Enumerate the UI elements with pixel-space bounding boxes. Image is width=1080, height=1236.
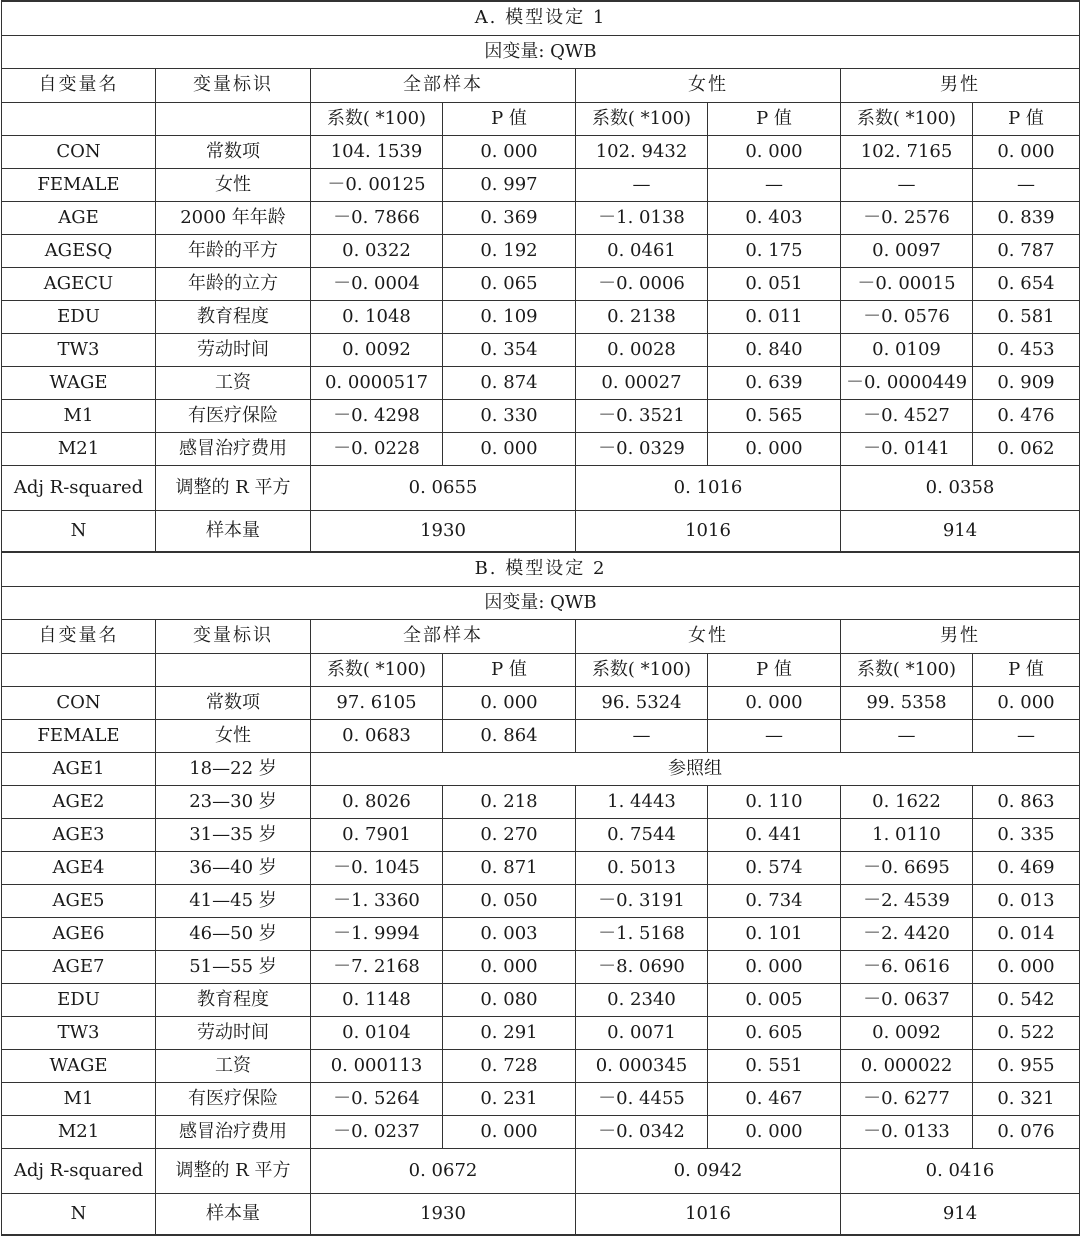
- table-row: [2, 818, 1080, 851]
- variable-name: M21: [2, 1115, 156, 1148]
- variable-label: 有医疗保险: [156, 399, 311, 432]
- p-value-cell: 0. 522: [973, 1016, 1080, 1049]
- summary-row: [2, 465, 1080, 510]
- coefficient-cell: 0. 0000517: [311, 366, 443, 399]
- variable-label: 36—40 岁: [156, 851, 311, 884]
- subheader-empty-cell: [2, 102, 156, 135]
- coefficient-cell: －0. 4455: [576, 1082, 708, 1115]
- coefficient-cell: －8. 0690: [576, 950, 708, 983]
- summary-stat-label: 调整的 R 平方: [156, 465, 311, 510]
- subheader-p-value: P 值: [443, 102, 576, 135]
- p-value-cell: 0. 065: [443, 267, 576, 300]
- table-row: [2, 917, 1080, 950]
- table-row: [2, 884, 1080, 917]
- coefficient-cell: 102. 9432: [576, 135, 708, 168]
- coefficient-cell: 0. 0109: [841, 333, 973, 366]
- p-value-cell: 0. 011: [708, 300, 841, 333]
- p-value-cell: 0. 864: [443, 719, 576, 752]
- coefficient-cell: －0. 0006: [576, 267, 708, 300]
- coefficient-cell: 0. 0071: [576, 1016, 708, 1049]
- coefficient-cell: 0. 000113: [311, 1049, 443, 1082]
- coefficient-cell: 97. 6105: [311, 686, 443, 719]
- coefficient-cell: 1. 4443: [576, 785, 708, 818]
- variable-name: TW3: [2, 333, 156, 366]
- p-value-cell: 0. 330: [443, 399, 576, 432]
- p-value-cell: 0. 192: [443, 234, 576, 267]
- header-variable-name: 自变量名: [2, 619, 156, 653]
- p-value-cell: 0. 469: [973, 851, 1080, 884]
- variable-label: 感冒治疗费用: [156, 432, 311, 465]
- p-value-cell: 0. 955: [973, 1049, 1080, 1082]
- coefficient-cell: －1. 5168: [576, 917, 708, 950]
- p-value-cell: 0. 369: [443, 201, 576, 234]
- coefficient-cell: 99. 5358: [841, 686, 973, 719]
- p-value-cell: 0. 551: [708, 1049, 841, 1082]
- p-value-cell: —: [973, 719, 1080, 752]
- subheader-coefficient: 系数( *100): [841, 102, 973, 135]
- header-full-sample: 全部样本: [311, 68, 576, 102]
- summary-value-cell: 1930: [311, 510, 576, 552]
- table-row: [2, 1115, 1080, 1148]
- p-value-cell: 0. 909: [973, 366, 1080, 399]
- coefficient-cell: －0. 0329: [576, 432, 708, 465]
- table-row: [2, 201, 1080, 234]
- summary-stat-label: 样本量: [156, 1193, 311, 1235]
- summary-value-cell: 0. 0655: [311, 465, 576, 510]
- p-value-cell: 0. 840: [708, 333, 841, 366]
- p-value-cell: 0. 000: [973, 135, 1080, 168]
- table-row: [2, 686, 1080, 719]
- variable-label: 2000 年年龄: [156, 201, 311, 234]
- p-value-cell: 0. 574: [708, 851, 841, 884]
- coefficient-cell: －0. 0141: [841, 432, 973, 465]
- coefficient-cell: －0. 0228: [311, 432, 443, 465]
- p-value-cell: 0. 542: [973, 983, 1080, 1016]
- coefficient-cell: 0. 0683: [311, 719, 443, 752]
- table-row: [2, 234, 1080, 267]
- coefficient-cell: 0. 000022: [841, 1049, 973, 1082]
- table-row: [2, 950, 1080, 983]
- dependent-variable-row: [2, 586, 1080, 619]
- coefficient-cell: 0. 000345: [576, 1049, 708, 1082]
- table-row: [2, 366, 1080, 399]
- table-row: [2, 983, 1080, 1016]
- p-value-cell: 0. 605: [708, 1016, 841, 1049]
- p-value-cell: 0. 734: [708, 884, 841, 917]
- p-value-cell: 0. 000: [443, 1115, 576, 1148]
- subheader-empty-cell: [156, 653, 311, 686]
- coefficient-cell: －7. 2168: [311, 950, 443, 983]
- coefficient-cell: －0. 0576: [841, 300, 973, 333]
- p-value-cell: 0. 076: [973, 1115, 1080, 1148]
- coefficient-cell: 0. 1048: [311, 300, 443, 333]
- p-value-cell: 0. 787: [973, 234, 1080, 267]
- variable-label: 工资: [156, 1049, 311, 1082]
- panel-title: A. 模型设定 1: [2, 1, 1080, 35]
- variable-name: WAGE: [2, 366, 156, 399]
- variable-label: 常数项: [156, 135, 311, 168]
- variable-name: EDU: [2, 983, 156, 1016]
- p-value-cell: 0. 441: [708, 818, 841, 851]
- p-value-cell: 0. 231: [443, 1082, 576, 1115]
- coefficient-cell: －2. 4539: [841, 884, 973, 917]
- coefficient-cell: 0. 2138: [576, 300, 708, 333]
- table-row: [2, 399, 1080, 432]
- coefficient-cell: －1. 0138: [576, 201, 708, 234]
- variable-name: AGE4: [2, 851, 156, 884]
- coefficient-cell: 0. 1148: [311, 983, 443, 1016]
- variable-label: 年龄的平方: [156, 234, 311, 267]
- coefficient-cell: －6. 0616: [841, 950, 973, 983]
- p-value-cell: 0. 000: [443, 135, 576, 168]
- coefficient-cell: 0. 0092: [311, 333, 443, 366]
- variable-name: M1: [2, 399, 156, 432]
- variable-name: FEMALE: [2, 719, 156, 752]
- variable-name: CON: [2, 135, 156, 168]
- p-value-cell: 0. 000: [708, 686, 841, 719]
- p-value-cell: 0. 476: [973, 399, 1080, 432]
- table-row: [2, 752, 1080, 785]
- p-value-cell: 0. 175: [708, 234, 841, 267]
- variable-label: 有医疗保险: [156, 1082, 311, 1115]
- coefficient-cell: 0. 00027: [576, 366, 708, 399]
- p-value-cell: 0. 654: [973, 267, 1080, 300]
- regression-table: [1, 0, 1080, 1236]
- p-value-cell: 0. 218: [443, 785, 576, 818]
- variable-label: 工资: [156, 366, 311, 399]
- table-row: [2, 1049, 1080, 1082]
- panel-title-row: [2, 1, 1080, 35]
- header-variable-label: 变量标识: [156, 619, 311, 653]
- coefficient-cell: －0. 3521: [576, 399, 708, 432]
- coefficient-cell: 104. 1539: [311, 135, 443, 168]
- subheader-row: [2, 653, 1080, 686]
- coefficient-cell: －0. 0004: [311, 267, 443, 300]
- p-value-cell: 0. 874: [443, 366, 576, 399]
- p-value-cell: —: [973, 168, 1080, 201]
- p-value-cell: 0. 000: [443, 432, 576, 465]
- summary-value-cell: 0. 1016: [576, 465, 841, 510]
- coefficient-cell: —: [841, 168, 973, 201]
- coefficient-cell: 0. 8026: [311, 785, 443, 818]
- coefficient-cell: －0. 2576: [841, 201, 973, 234]
- coefficient-cell: －0. 00125: [311, 168, 443, 201]
- panel-title-row: [2, 552, 1080, 586]
- coefficient-cell: 0. 2340: [576, 983, 708, 1016]
- table-row: [2, 785, 1080, 818]
- variable-name: AGE3: [2, 818, 156, 851]
- header-male: 男性: [841, 68, 1080, 102]
- table-row: [2, 1016, 1080, 1049]
- variable-name: EDU: [2, 300, 156, 333]
- coefficient-cell: －0. 1045: [311, 851, 443, 884]
- summary-value-cell: 1016: [576, 510, 841, 552]
- variable-name: FEMALE: [2, 168, 156, 201]
- p-value-cell: 0. 005: [708, 983, 841, 1016]
- summary-stat-name: N: [2, 510, 156, 552]
- variable-name: AGE7: [2, 950, 156, 983]
- variable-name: M1: [2, 1082, 156, 1115]
- coefficient-cell: －0. 3191: [576, 884, 708, 917]
- p-value-cell: 0. 403: [708, 201, 841, 234]
- p-value-cell: 0. 453: [973, 333, 1080, 366]
- variable-name: TW3: [2, 1016, 156, 1049]
- panel-title: B. 模型设定 2: [2, 552, 1080, 586]
- summary-value-cell: 0. 0416: [841, 1148, 1080, 1193]
- p-value-cell: 0. 014: [973, 917, 1080, 950]
- coefficient-cell: －0. 0000449: [841, 366, 973, 399]
- coefficient-cell: －0. 5264: [311, 1082, 443, 1115]
- reference-group-cell: 参照组: [311, 752, 1080, 785]
- header-variable-name: 自变量名: [2, 68, 156, 102]
- p-value-cell: 0. 335: [973, 818, 1080, 851]
- coefficient-cell: 0. 0322: [311, 234, 443, 267]
- subheader-row: [2, 102, 1080, 135]
- table-body: [2, 1, 1080, 1235]
- variable-name: AGECU: [2, 267, 156, 300]
- header-female: 女性: [576, 619, 841, 653]
- p-value-cell: 0. 997: [443, 168, 576, 201]
- coefficient-cell: －0. 6277: [841, 1082, 973, 1115]
- dependent-variable: 因变量: QWB: [2, 586, 1080, 619]
- header-male: 男性: [841, 619, 1080, 653]
- p-value-cell: 0. 291: [443, 1016, 576, 1049]
- table-row: [2, 333, 1080, 366]
- p-value-cell: 0. 728: [443, 1049, 576, 1082]
- subheader-coefficient: 系数( *100): [576, 102, 708, 135]
- p-value-cell: 0. 467: [708, 1082, 841, 1115]
- variable-label: 教育程度: [156, 300, 311, 333]
- summary-row: [2, 1193, 1080, 1235]
- subheader-p-value: P 值: [443, 653, 576, 686]
- summary-value-cell: 0. 0358: [841, 465, 1080, 510]
- table-row: [2, 135, 1080, 168]
- summary-value-cell: 0. 0672: [311, 1148, 576, 1193]
- variable-label: 感冒治疗费用: [156, 1115, 311, 1148]
- p-value-cell: 0. 080: [443, 983, 576, 1016]
- p-value-cell: 0. 013: [973, 884, 1080, 917]
- p-value-cell: 0. 000: [708, 950, 841, 983]
- coefficient-cell: －0. 0342: [576, 1115, 708, 1148]
- coefficient-cell: 0. 0028: [576, 333, 708, 366]
- coefficient-cell: 0. 0461: [576, 234, 708, 267]
- variable-label: 31—35 岁: [156, 818, 311, 851]
- p-value-cell: 0. 639: [708, 366, 841, 399]
- p-value-cell: 0. 270: [443, 818, 576, 851]
- dependent-variable-row: [2, 35, 1080, 68]
- summary-value-cell: 1930: [311, 1193, 576, 1235]
- variable-name: AGE2: [2, 785, 156, 818]
- subheader-empty-cell: [2, 653, 156, 686]
- variable-label: 18—22 岁: [156, 752, 311, 785]
- subheader-p-value: P 值: [973, 653, 1080, 686]
- p-value-cell: 0. 565: [708, 399, 841, 432]
- table-row: [2, 267, 1080, 300]
- variable-name: M21: [2, 432, 156, 465]
- subheader-empty-cell: [156, 102, 311, 135]
- p-value-cell: 0. 000: [973, 950, 1080, 983]
- variable-label: 女性: [156, 168, 311, 201]
- table-row: [2, 851, 1080, 884]
- variable-label: 年龄的立方: [156, 267, 311, 300]
- coefficient-cell: －0. 4298: [311, 399, 443, 432]
- p-value-cell: 0. 321: [973, 1082, 1080, 1115]
- coefficient-cell: 0. 5013: [576, 851, 708, 884]
- variable-label: 教育程度: [156, 983, 311, 1016]
- p-value-cell: —: [708, 168, 841, 201]
- subheader-p-value: P 值: [708, 653, 841, 686]
- coefficient-cell: －0. 0237: [311, 1115, 443, 1148]
- coefficient-cell: －0. 0133: [841, 1115, 973, 1148]
- variable-label: 51—55 岁: [156, 950, 311, 983]
- p-value-cell: 0. 000: [708, 432, 841, 465]
- coefficient-cell: 0. 7901: [311, 818, 443, 851]
- variable-name: WAGE: [2, 1049, 156, 1082]
- variable-label: 劳动时间: [156, 1016, 311, 1049]
- p-value-cell: 0. 051: [708, 267, 841, 300]
- coefficient-cell: －0. 00015: [841, 267, 973, 300]
- p-value-cell: 0. 839: [973, 201, 1080, 234]
- summary-value-cell: 914: [841, 510, 1080, 552]
- summary-row: [2, 510, 1080, 552]
- coefficient-cell: －2. 4420: [841, 917, 973, 950]
- p-value-cell: 0. 000: [708, 135, 841, 168]
- variable-name: AGE6: [2, 917, 156, 950]
- subheader-coefficient: 系数( *100): [311, 653, 443, 686]
- dependent-variable: 因变量: QWB: [2, 35, 1080, 68]
- coefficient-cell: —: [576, 719, 708, 752]
- p-value-cell: 0. 000: [443, 950, 576, 983]
- variable-name: AGE5: [2, 884, 156, 917]
- summary-row: [2, 1148, 1080, 1193]
- variable-name: AGESQ: [2, 234, 156, 267]
- subheader-coefficient: 系数( *100): [576, 653, 708, 686]
- variable-label: 女性: [156, 719, 311, 752]
- coefficient-cell: －0. 4527: [841, 399, 973, 432]
- header-female: 女性: [576, 68, 841, 102]
- variable-name: CON: [2, 686, 156, 719]
- coefficient-cell: 0. 0097: [841, 234, 973, 267]
- summary-value-cell: 0. 0942: [576, 1148, 841, 1193]
- variable-label: 46—50 岁: [156, 917, 311, 950]
- coefficient-cell: －1. 3360: [311, 884, 443, 917]
- coefficient-cell: —: [841, 719, 973, 752]
- summary-stat-name: N: [2, 1193, 156, 1235]
- coefficient-cell: －0. 6695: [841, 851, 973, 884]
- table-row: [2, 1082, 1080, 1115]
- table-row: [2, 719, 1080, 752]
- coefficient-cell: －1. 9994: [311, 917, 443, 950]
- coefficient-cell: 96. 5324: [576, 686, 708, 719]
- p-value-cell: 0. 062: [973, 432, 1080, 465]
- subheader-p-value: P 值: [708, 102, 841, 135]
- p-value-cell: 0. 000: [973, 686, 1080, 719]
- coefficient-cell: －0. 0637: [841, 983, 973, 1016]
- variable-label: 劳动时间: [156, 333, 311, 366]
- variable-label: 常数项: [156, 686, 311, 719]
- summary-stat-name: Adj R-squared: [2, 465, 156, 510]
- subheader-coefficient: 系数( *100): [311, 102, 443, 135]
- p-value-cell: 0. 050: [443, 884, 576, 917]
- p-value-cell: 0. 354: [443, 333, 576, 366]
- p-value-cell: 0. 109: [443, 300, 576, 333]
- coefficient-cell: －0. 7866: [311, 201, 443, 234]
- subheader-coefficient: 系数( *100): [841, 653, 973, 686]
- summary-stat-label: 样本量: [156, 510, 311, 552]
- p-value-cell: 0. 863: [973, 785, 1080, 818]
- p-value-cell: 0. 110: [708, 785, 841, 818]
- subheader-p-value: P 值: [973, 102, 1080, 135]
- p-value-cell: 0. 871: [443, 851, 576, 884]
- summary-value-cell: 914: [841, 1193, 1080, 1235]
- p-value-cell: 0. 581: [973, 300, 1080, 333]
- p-value-cell: —: [708, 719, 841, 752]
- variable-name: AGE1: [2, 752, 156, 785]
- coefficient-cell: 0. 0104: [311, 1016, 443, 1049]
- p-value-cell: 0. 101: [708, 917, 841, 950]
- p-value-cell: 0. 000: [708, 1115, 841, 1148]
- header-full-sample: 全部样本: [311, 619, 576, 653]
- p-value-cell: 0. 000: [443, 686, 576, 719]
- table-row: [2, 300, 1080, 333]
- coefficient-cell: 0. 0092: [841, 1016, 973, 1049]
- table-row: [2, 168, 1080, 201]
- coefficient-cell: 102. 7165: [841, 135, 973, 168]
- header-variable-label: 变量标识: [156, 68, 311, 102]
- p-value-cell: 0. 003: [443, 917, 576, 950]
- header-row: [2, 619, 1080, 653]
- summary-stat-name: Adj R-squared: [2, 1148, 156, 1193]
- summary-stat-label: 调整的 R 平方: [156, 1148, 311, 1193]
- coefficient-cell: 0. 1622: [841, 785, 973, 818]
- variable-label: 41—45 岁: [156, 884, 311, 917]
- header-row: [2, 68, 1080, 102]
- coefficient-cell: —: [576, 168, 708, 201]
- variable-name: AGE: [2, 201, 156, 234]
- coefficient-cell: 0. 7544: [576, 818, 708, 851]
- summary-value-cell: 1016: [576, 1193, 841, 1235]
- table-row: [2, 432, 1080, 465]
- variable-label: 23—30 岁: [156, 785, 311, 818]
- coefficient-cell: 1. 0110: [841, 818, 973, 851]
